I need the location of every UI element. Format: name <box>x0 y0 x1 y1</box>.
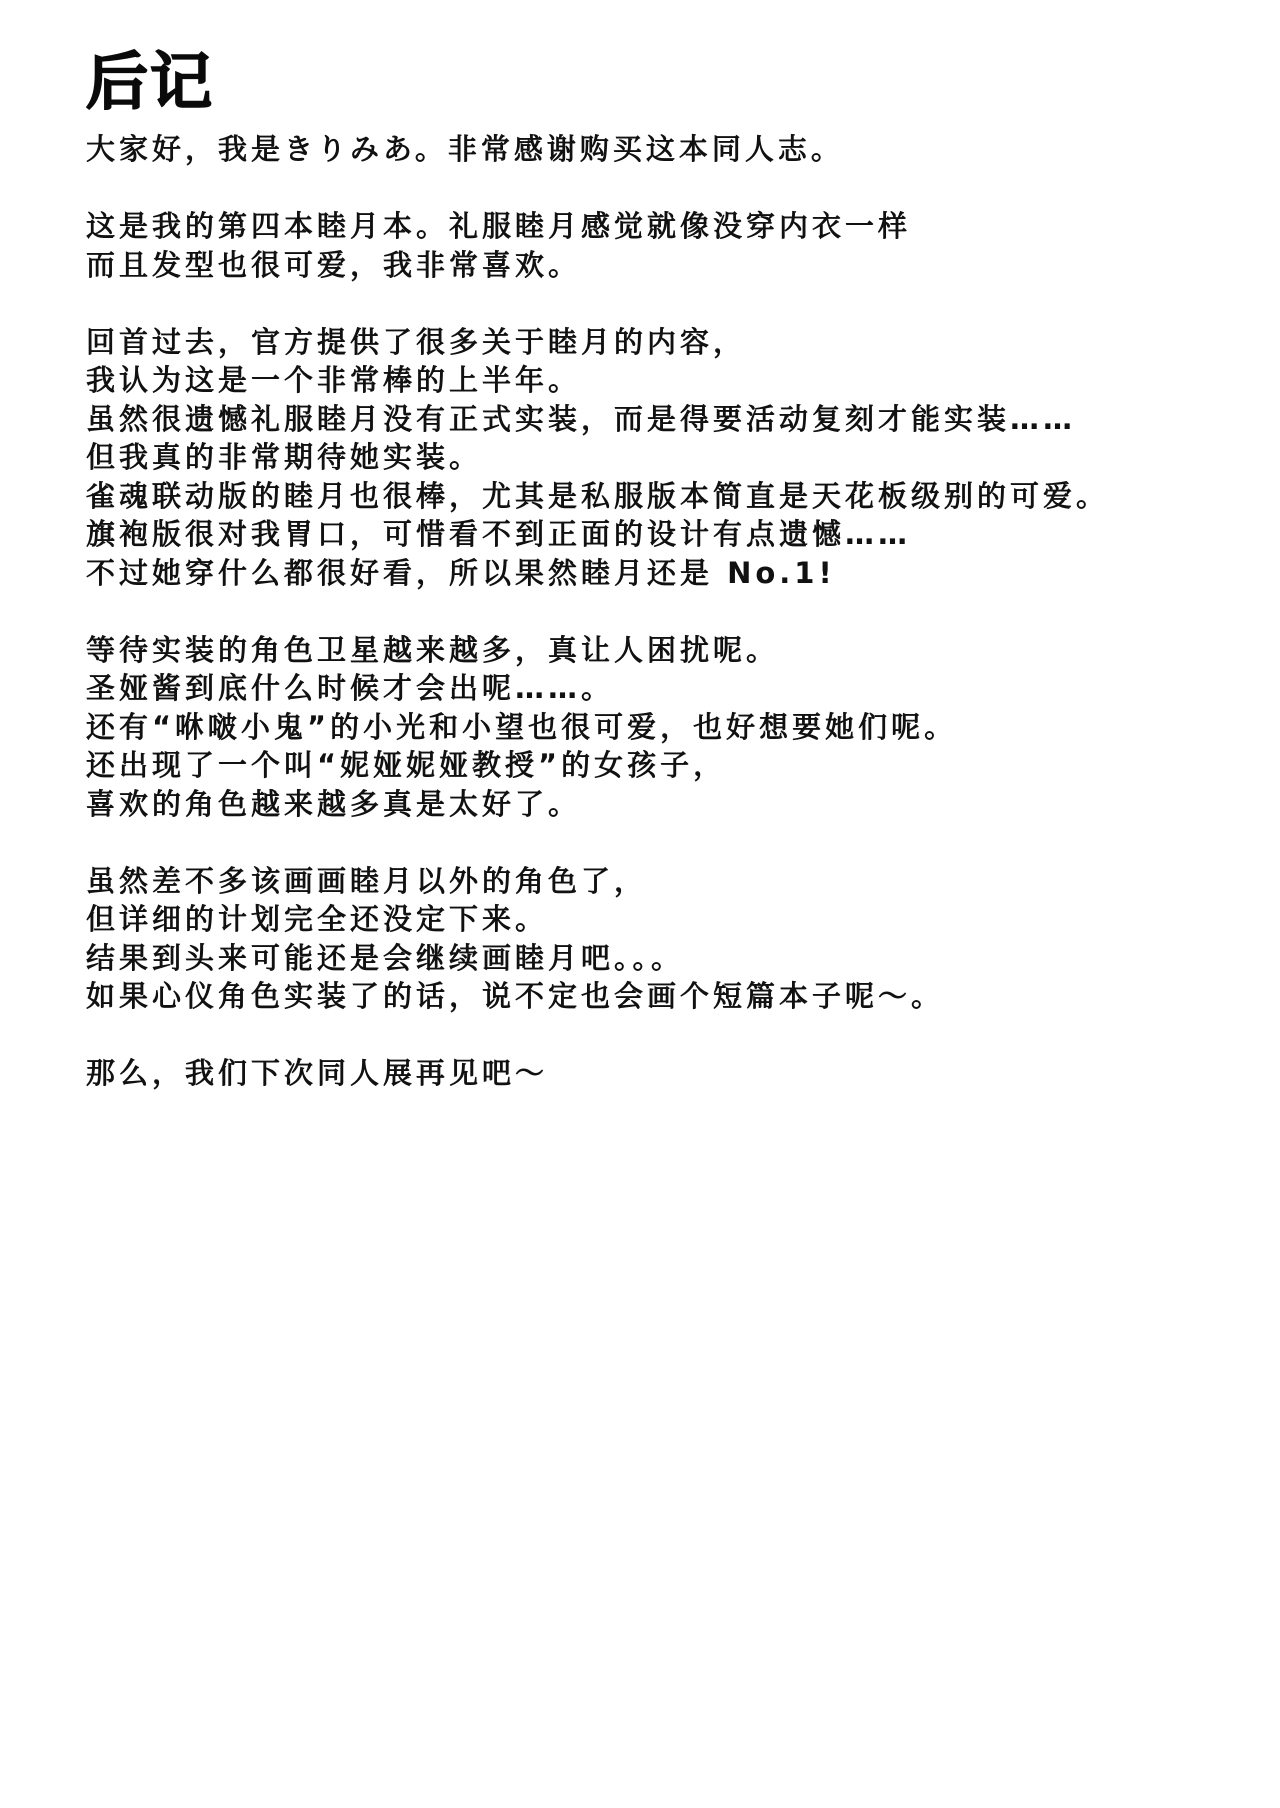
text-line: 还出现了一个叫“妮娅妮娅教授”的女孩子， <box>86 748 727 782</box>
paragraph-future-plans <box>86 862 1226 1016</box>
text-line: 等待实装的角色卫星越来越多，真让人困扰呢。 <box>86 632 780 667</box>
text-line: 回首过去，官方提供了很多关于睦月的内容， <box>86 324 747 359</box>
text-line: 大家好，我是きりみあ。非常感谢购买这本同人志。 <box>86 132 844 166</box>
text-line: 但详细的计划完全还没定下来。 <box>86 902 549 936</box>
text-line: 但我真的非常期待她实装。 <box>86 440 483 474</box>
afterword-body <box>86 130 1226 1131</box>
text-line: 不过她穿什么都很好看，所以果然睦月还是 No.1! <box>86 555 836 590</box>
text-line: 我认为这是一个非常棒的上半年。 <box>86 363 582 397</box>
paragraph-waiting-characters <box>86 631 1226 824</box>
text-line: 虽然差不多该画画睦月以外的角色了， <box>86 863 648 898</box>
text-line: 喜欢的角色越来越多真是太好了。 <box>86 786 582 821</box>
text-line: 雀魂联动版的睦月也很棒，尤其是私服版本简直是天花板级别的可爱。 <box>86 478 1110 513</box>
paragraph-greeting <box>86 130 1226 169</box>
text-line: 虽然很遗憾礼服睦月没有正式实装，而是得要活动复刻才能实装…… <box>86 401 1077 436</box>
text-line: 还有“咻啵小鬼”的小光和小望也很可爱，也好想要她们呢。 <box>86 709 958 744</box>
text-line: 那么，我们下次同人展再见吧～ <box>86 1056 549 1090</box>
text-line: 结果到头来可能还是会继续画睦月吧。。。 <box>86 940 685 975</box>
paragraph-looking-back <box>86 323 1226 593</box>
text-line: 旗袍版很对我胃口，可惜看不到正面的设计有点遗憾…… <box>86 517 912 551</box>
text-line: 如果心仪角色实装了的话，说不定也会画个短篇本子呢～。 <box>86 979 945 1013</box>
page-title: 后记 <box>86 45 215 118</box>
paragraph-fourth-book <box>86 207 1226 284</box>
text-line: 圣娅酱到底什么时候才会出呢……。 <box>86 671 615 705</box>
text-line: 而且发型也很可爱，我非常喜欢。 <box>86 247 582 282</box>
text-line: 这是我的第四本睦月本。礼服睦月感觉就像没穿内衣一样 <box>86 209 912 243</box>
paragraph-farewell <box>86 1054 1226 1093</box>
